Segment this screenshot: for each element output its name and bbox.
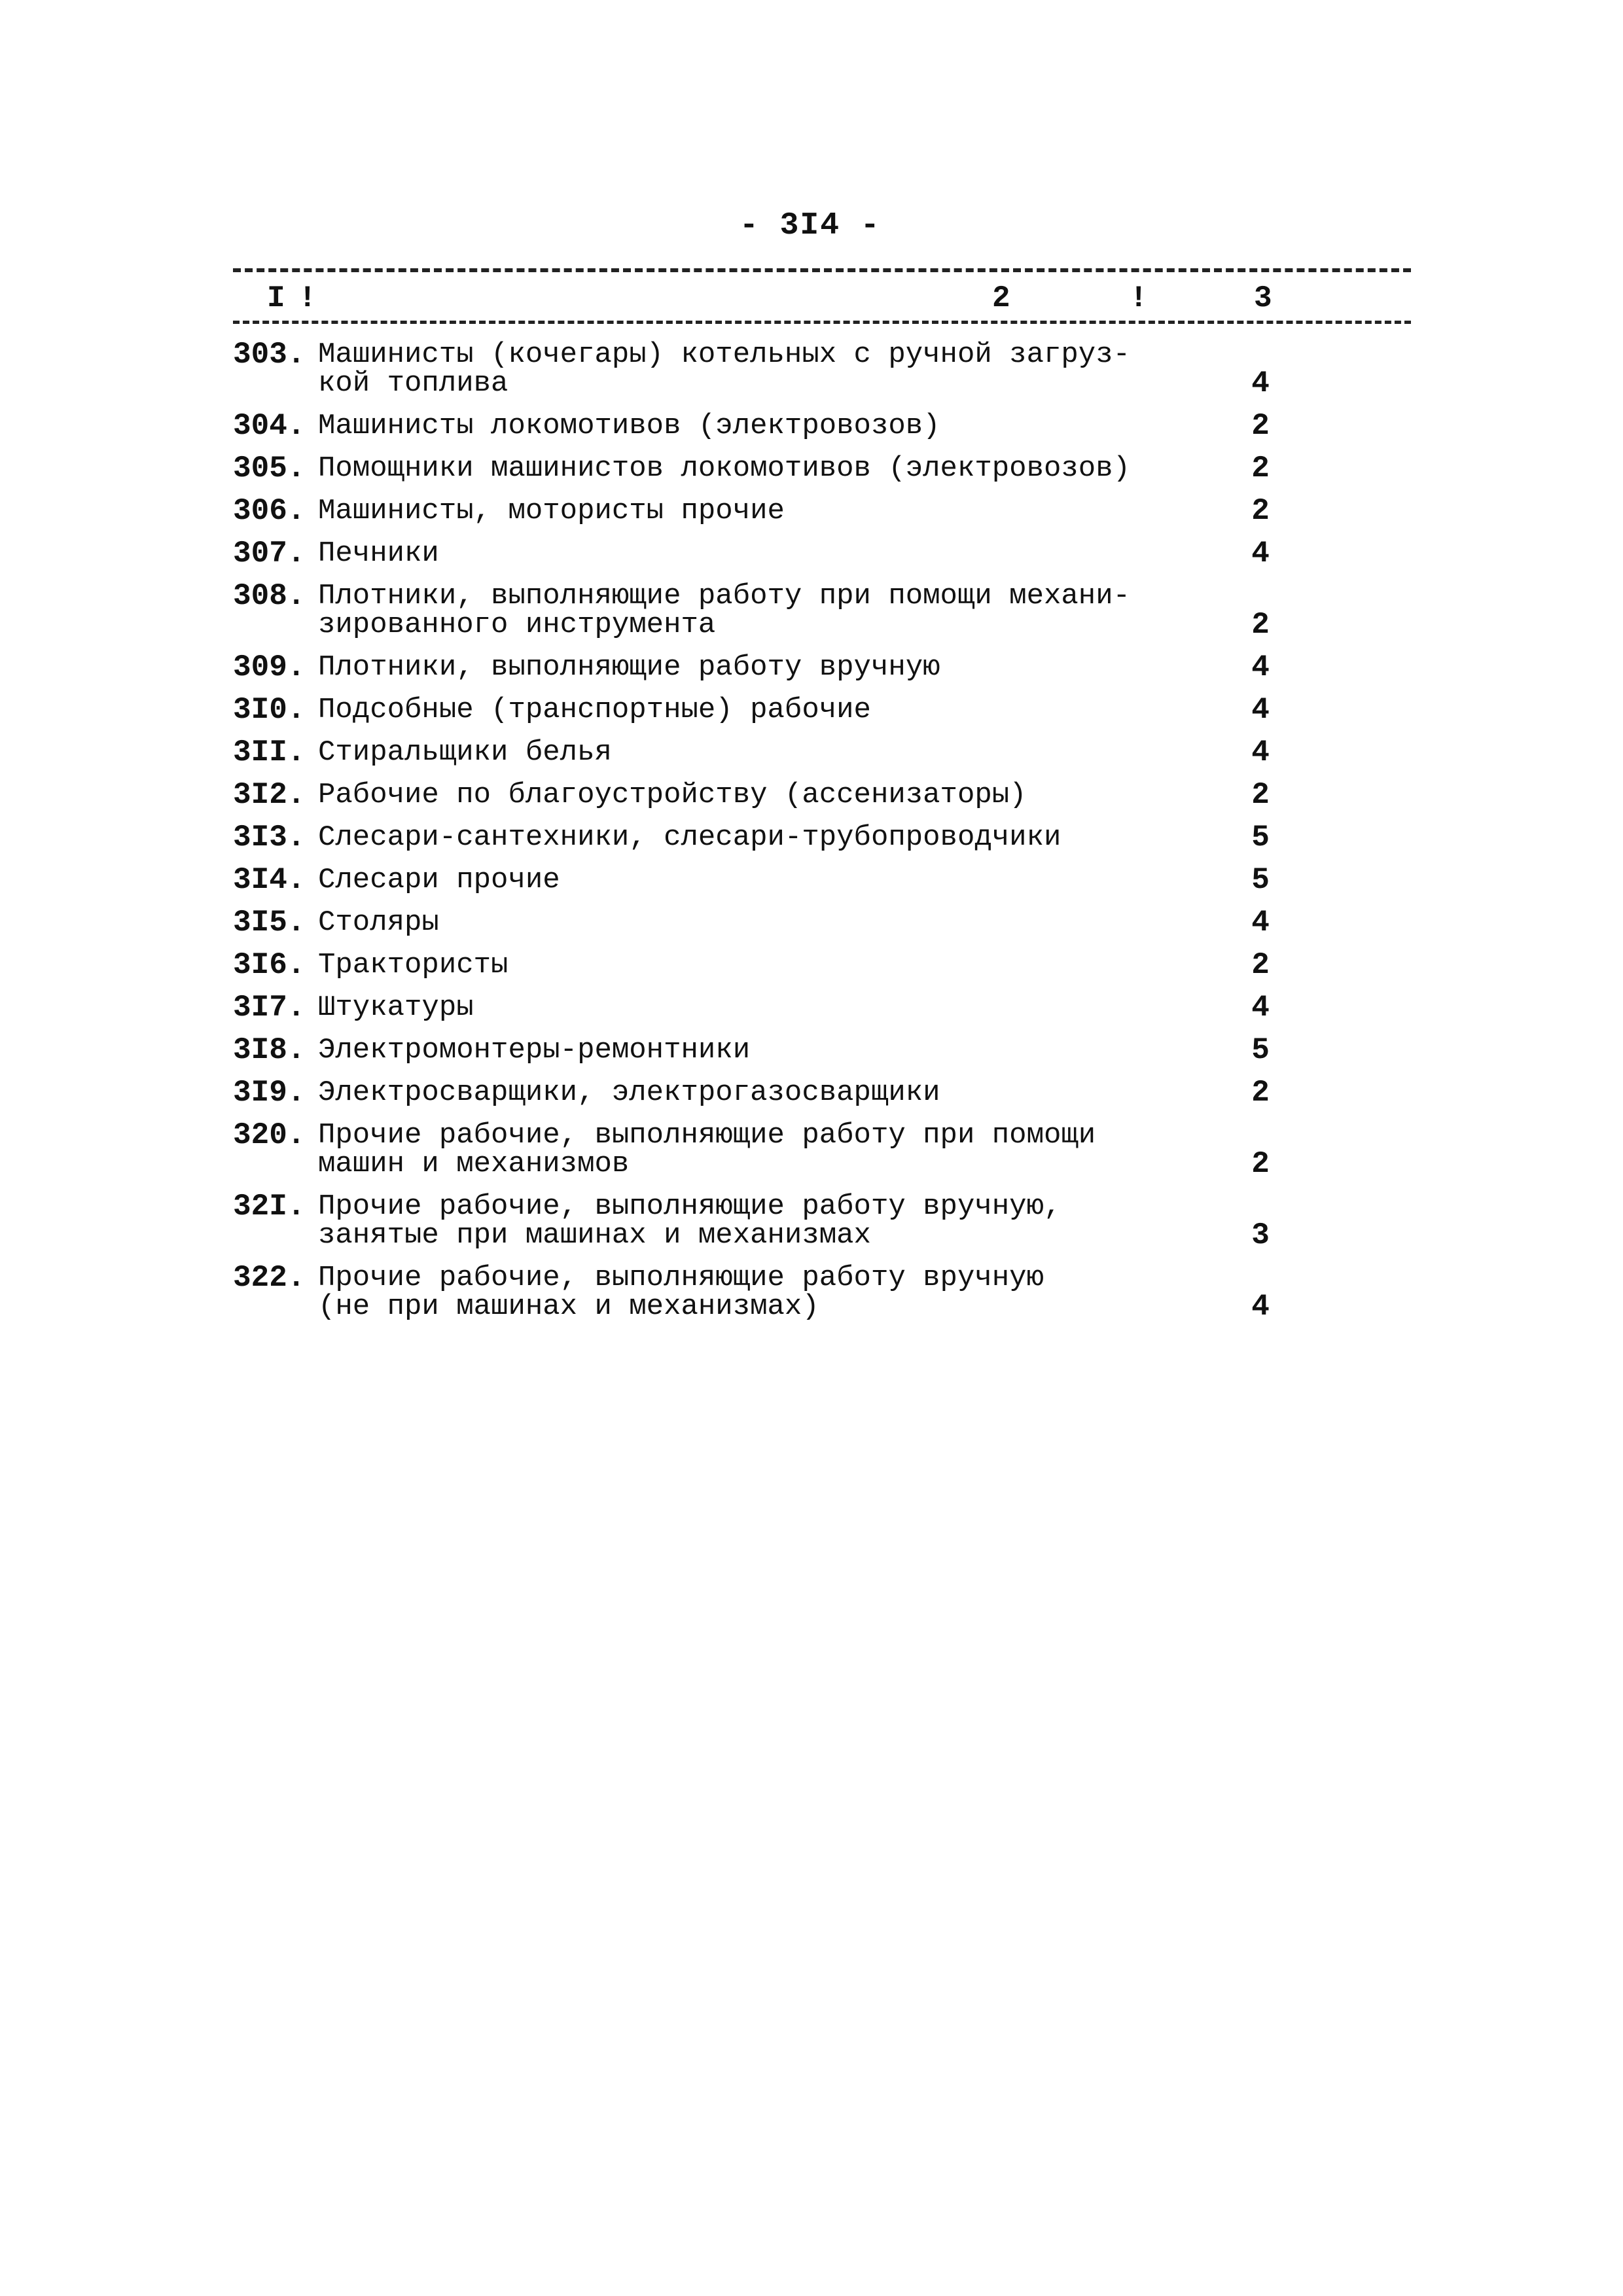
table-row [233, 693, 1411, 738]
row-text: Машинисты, мотористы прочие [318, 495, 785, 527]
table-row [233, 778, 1411, 823]
header-separator: ! [298, 281, 317, 315]
row-value: 4 [1251, 537, 1270, 571]
table-row [233, 1118, 1411, 1192]
row-text: Машинисты локомотивов (электровозов) [318, 410, 940, 442]
table-row [233, 409, 1411, 454]
row-number: 304. [233, 409, 306, 443]
row-text: Столяры [318, 906, 439, 939]
row-text: Печники [318, 537, 439, 570]
row-text: Машинисты (кочегары) котельных с ручной загруз- кой топлива [318, 338, 1131, 400]
header-col-1: I [267, 281, 285, 315]
table-header [233, 281, 1411, 321]
row-value: 4 [1251, 1290, 1270, 1324]
row-value: 2 [1251, 494, 1270, 528]
header-col-3: 3 [1254, 281, 1272, 315]
table-row [233, 993, 1411, 1036]
table-row [233, 863, 1411, 908]
row-text: Прочие рабочие, выполняющие работу вручную, занятые при машинах и механизмах [318, 1190, 1061, 1252]
row-value: 2 [1251, 948, 1270, 982]
table-body [233, 340, 1411, 1335]
table-header-rule [233, 321, 1411, 324]
row-text: Электросварщики, электрогазосварщики [318, 1076, 940, 1109]
row-text: Прочие рабочие, выполняющие работу вручную (не при машинах и механизмах) [318, 1262, 1044, 1323]
row-text: Плотники, выполняющие работу при помощи механи- зированного инструмента [318, 580, 1131, 641]
row-text: Подсобные (транспортные) рабочие [318, 694, 871, 726]
row-text: Стиральщики белья [318, 736, 612, 769]
row-text: Трактористы [318, 949, 508, 981]
table-row [233, 451, 1411, 497]
row-text: Слесари прочие [318, 864, 560, 896]
row-value: 2 [1251, 451, 1270, 486]
row-number: 307. [233, 537, 306, 571]
table-row [233, 340, 1411, 412]
row-value: 4 [1251, 735, 1270, 769]
table-row [233, 1033, 1411, 1078]
row-value: 4 [1251, 693, 1270, 727]
table-row [233, 650, 1411, 696]
row-number: 3I4. [233, 863, 306, 897]
row-text: Прочие рабочие, выполняющие работу при помощи машин и механизмов [318, 1119, 1096, 1180]
row-number: 320. [233, 1118, 306, 1152]
row-value: 2 [1251, 608, 1270, 642]
row-number: 32I. [233, 1190, 306, 1224]
row-number: 303. [233, 338, 306, 372]
table-row [233, 539, 1411, 582]
row-value: 2 [1251, 778, 1270, 812]
page-number: - 3I4 - [740, 208, 881, 243]
row-value: 4 [1251, 906, 1270, 940]
row-number: 3I3. [233, 821, 306, 855]
row-number: 3I5. [233, 906, 306, 940]
row-value: 3 [1251, 1218, 1270, 1252]
row-number: 3I2. [233, 778, 306, 812]
table-row [233, 579, 1411, 653]
row-text: Штукатуры [318, 991, 474, 1024]
table-top-rule [233, 268, 1411, 272]
table-row [233, 1263, 1411, 1335]
row-value: 4 [1251, 650, 1270, 684]
header-col-2: 2 [992, 281, 1010, 315]
row-value: 4 [1251, 366, 1270, 400]
row-number: 306. [233, 494, 306, 528]
table-row [233, 1078, 1411, 1121]
row-value: 2 [1251, 1147, 1270, 1181]
header-separator: ! [1130, 281, 1148, 315]
row-value: 2 [1251, 409, 1270, 443]
row-number: 305. [233, 451, 306, 486]
row-number: 322. [233, 1261, 306, 1295]
table-row [233, 494, 1411, 539]
row-text: Рабочие по благоустройству (ассенизаторы) [318, 779, 1027, 811]
row-value: 5 [1251, 821, 1270, 855]
row-number: 3I6. [233, 948, 306, 982]
table-row [233, 908, 1411, 951]
table-row [233, 948, 1411, 993]
row-number: 3I0. [233, 693, 306, 727]
row-value: 4 [1251, 991, 1270, 1025]
row-text: Слесари-сантехники, слесари-трубопроводчики [318, 821, 1061, 854]
table-row [233, 735, 1411, 781]
table-row [233, 1192, 1411, 1263]
row-text: Помощники машинистов локомотивов (электровозов) [318, 452, 1131, 485]
row-text: Плотники, выполняющие работу вручную [318, 651, 940, 684]
row-text: Электромонтеры-ремонтники [318, 1034, 751, 1067]
row-value: 5 [1251, 1033, 1270, 1067]
row-number: 3I7. [233, 991, 306, 1025]
row-number: 3I9. [233, 1076, 306, 1110]
row-number: 309. [233, 650, 306, 684]
row-value: 2 [1251, 1076, 1270, 1110]
row-number: 3I8. [233, 1033, 306, 1067]
row-value: 5 [1251, 863, 1270, 897]
row-number: 3II. [233, 735, 306, 769]
table-row [233, 823, 1411, 866]
row-number: 308. [233, 579, 306, 613]
